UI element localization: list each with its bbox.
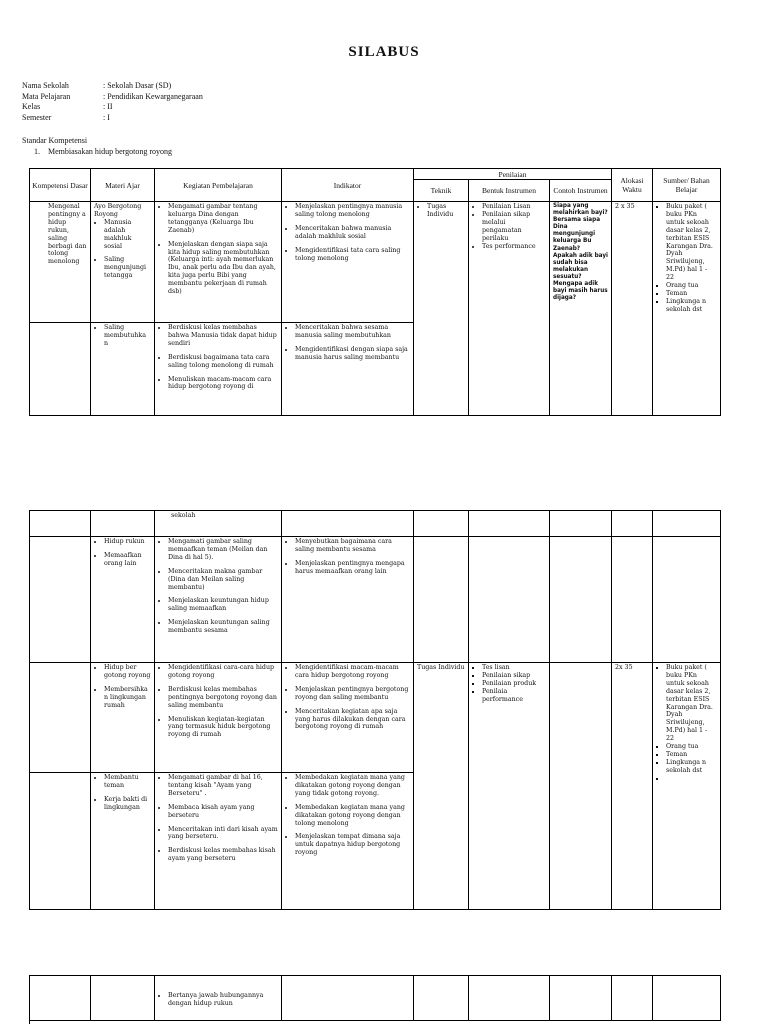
row1-contoh-question: Mengapa adik bayi masih harus dijaga? xyxy=(553,281,608,302)
row4-bentuk xyxy=(469,537,550,663)
row6-kegiatan-item: • Berdiskusi kelas membahas kisah ayam yang berseteru xyxy=(168,847,278,863)
row3-kegiatan: sekolah xyxy=(155,511,282,537)
row1-materi-ajar xyxy=(91,202,155,323)
header-alokasi-waktu: Alokasi Waktu xyxy=(612,169,653,202)
row1-indikator-item: • Menjelaskan pentingnya manusia saling tolong menolong xyxy=(295,203,410,219)
row5-sumber-item: ▪ Buku paket ( buku PKn untuk sekoah dasar kelas 2, terbitan ESIS Karangan Dra. Dyah Sriwilujeng, M.Pd) hal 1 - 22 xyxy=(666,664,717,743)
row1-sumber-item: ▪ Teman xyxy=(666,290,717,298)
row1-teknik xyxy=(414,202,469,416)
header-kegiatan: Kegiatan Pembelajaran xyxy=(155,169,282,202)
row5-kegiatan-item: • Menuliskan kegiatan-kegiatan yang termasuk hiduk bergotong royong di rumah xyxy=(168,716,278,740)
row1-sumber-item: ▪ Lingkunga n sekolah dst xyxy=(666,298,717,314)
row6-indikator-item: • Membedakan kegiatan mana yang dikatakan gotong royong dengan yang tidak gotong royong. xyxy=(295,774,410,798)
row6-indikator-item: • Menjelaskan tempat dimana saja untuk dapatnya hidup bergotong royong xyxy=(295,833,410,857)
standar-kompetensi-number: 1. xyxy=(34,147,40,156)
row1-kegiatan xyxy=(155,202,282,323)
row2-indikator-item: • Menceritakan bahwa sesama manusia saling membutuhkan xyxy=(295,324,410,340)
row7-kegiatan xyxy=(155,976,282,1021)
header-bentuk-instrumen: Bentuk Instrumen xyxy=(469,180,550,202)
row7-contoh xyxy=(550,976,612,1021)
row4-kegiatan-item: • Mengamati gambar saling memaafkan teman (Meilan dan Dina di hal 5). xyxy=(168,538,278,562)
row3-alokasi xyxy=(612,511,653,537)
row5-alokasi-waktu: 2x 35 xyxy=(612,663,653,910)
row7-kegiatan-item: • Bertanya jawab hubungannya dengan hidup rukun xyxy=(168,992,278,1008)
row5-sumber-item: ▪ Teman xyxy=(666,751,717,759)
header-teknik: Teknik xyxy=(414,180,469,202)
row1-teknik-item: • Tugas Individu xyxy=(427,203,465,219)
row5-bentuk-instrumen xyxy=(469,663,550,910)
row1-bentuk-instrumen xyxy=(469,202,550,416)
row1-indikator-item: • Mengidentifikasi tata cara saling tolong menolong xyxy=(295,247,410,263)
row2-kegiatan-item: • Berdiskusi bagaimana tata cara saling tolong menolong di rumah xyxy=(168,354,278,370)
row1-bentuk-item: • Tes performance xyxy=(482,243,546,251)
row5-kegiatan xyxy=(155,663,282,773)
row1-materi-item: • Saling mengunjungi tetangga xyxy=(104,256,151,280)
row2-indikator xyxy=(282,323,414,416)
row3-teknik xyxy=(414,511,469,537)
row2-kegiatan xyxy=(155,323,282,416)
row1-alokasi-waktu: 2 x 35 xyxy=(612,202,653,416)
header-penilaian: Penilaian xyxy=(414,169,612,180)
row6-indikator-item: • Membedakan kegiatan mana yang dikatakan gotong royong dengan tolong menolong xyxy=(295,804,410,828)
row6-kompetensi-dasar xyxy=(30,773,91,910)
info-label-subject: Mata Pelajaran xyxy=(22,91,71,101)
row4-kegiatan-item: • Menjelaskan keuntungan hidup saling memaafkan xyxy=(168,597,278,613)
row7-teknik xyxy=(414,976,469,1021)
row5-indikator xyxy=(282,663,414,773)
school-info-values xyxy=(103,81,323,123)
row1-contoh-question: Siapa yang melahirkan bayi? xyxy=(553,203,608,217)
row3-kompetensi-dasar xyxy=(30,511,91,537)
row6-kegiatan-item: • Membaca kisah ayam yang berseteru xyxy=(168,804,278,820)
header-contoh-instrumen: Contoh Instrumen xyxy=(550,180,612,202)
row1-sumber xyxy=(653,202,721,416)
row7-bentuk xyxy=(469,976,550,1021)
row2-kegiatan-item: • Berdiskusi kelas membahas bahwa Manusia tidak dapat hidup sendiri xyxy=(168,324,278,348)
row5-materi-item: • Membersihka n lingkungan rumah xyxy=(104,686,151,710)
row6-materi-item: • Kerja bakti di lingkungan xyxy=(104,796,151,812)
row6-kegiatan-item: • Menceritakan inti dari kisah ayam yang berseteru. xyxy=(168,826,278,842)
row5-indikator-item: • Menceritakan kegiatan apa saja yang harus dilakukan dengan cara bergotong royong di rumah xyxy=(295,708,410,732)
header-kompetensi-dasar: Kompetensi Dasar xyxy=(30,169,91,202)
row1-kegiatan-item: • Mengamati gambar tentang keluarga Dina dengan tetangganya (Keluarga Ibu Zaenab) xyxy=(168,203,278,235)
row2-indikator-item: • Mengidentifikasi dengan siapa saja manusia harus saling membantu xyxy=(295,346,410,362)
row1-materi-title: Ayo Bergotong Royong xyxy=(94,203,142,218)
row2-kegiatan-item: • Menuliskan macam-macam cara hidup bergotong royong di xyxy=(168,376,278,392)
row1-indikator-item: • Menceritakan bahwa manusia adalah makhluk sosial xyxy=(295,225,410,241)
row6-indikator xyxy=(282,773,414,910)
row5-sumber-item xyxy=(666,775,717,783)
standar-kompetensi-text: Membiasakan hidup bergotong royong xyxy=(48,147,173,156)
row2-materi-ajar xyxy=(91,323,155,416)
row4-teknik xyxy=(414,537,469,663)
row2-kompetensi-dasar xyxy=(30,323,91,416)
row5-teknik: Tugas Individu xyxy=(414,663,469,910)
info-value-class: : II xyxy=(103,102,113,111)
row5-bentuk-item: ▪ Penilaia performance xyxy=(482,688,546,704)
row4-indikator xyxy=(282,537,414,663)
row5-bentuk-item: ▪ Penilaian sikap xyxy=(482,672,546,680)
row1-kegiatan-item: • Menjelaskan dengan siapa saja kita hidup saling membutuhkan (Keluarga inti: ayah memerlukan Ibu, anak perlu ada Ibu dan ayah, kita juga perlu Bibi yang membantu pekerjaan di rumah dsb) xyxy=(168,241,278,296)
page-title: SILABUS xyxy=(348,44,420,60)
row3-contoh xyxy=(550,511,612,537)
row3-indikator xyxy=(282,511,414,537)
row5-kegiatan-item: • Mengidentifikasi cara-cara hidup gotong royong xyxy=(168,664,278,680)
info-label-class: Kelas xyxy=(22,102,41,111)
row7-kompetensi-dasar xyxy=(30,976,91,1021)
header-indikator: Indikator xyxy=(282,169,414,202)
info-label-school: Nama Sekolah xyxy=(22,81,69,90)
row5-sumber-item: ▪ Lingkunga n sekolah dst xyxy=(666,759,717,775)
row1-bentuk-item: • Penilaian sikap melalui pengamatan perilaku xyxy=(482,211,546,243)
row5-indikator-item: • Menjelaskan pentingnya bergotong royong dan saling membantu xyxy=(295,686,410,702)
row5-materi-ajar xyxy=(91,663,155,773)
info-value-semester: : I xyxy=(103,112,110,122)
info-value-school: : Sekolah Dasar (SD) xyxy=(103,81,172,90)
info-value-subject: : Pendidikan Kewarganegaraan xyxy=(103,91,203,101)
row1-contoh-instrumen xyxy=(550,202,612,416)
row4-contoh xyxy=(550,537,612,663)
info-label-semester: Semester xyxy=(22,112,52,122)
row5-materi-item: • Hidup ber gotong royong xyxy=(104,664,151,680)
row1-contoh-question: Apakah adik bayi sudah bisa melakukan sesuatu? xyxy=(553,252,608,280)
row5-kegiatan-item: • Berdiskusi kelas membahas pentingnya bergotong royong dan saling membantu xyxy=(168,686,278,710)
header-materi-ajar: Materi Ajar xyxy=(91,169,155,202)
row6-materi-ajar xyxy=(91,773,155,910)
row1-contoh-question: Bersama siapa Dina mengunjungi keluarga Bu Zaenab? xyxy=(553,217,601,252)
row4-materi-item: • Hidup rukun xyxy=(104,538,151,546)
row6-kegiatan-item: • Mengamati gambar di hal 16, tentang kisah "Ayam yang Berseteru" . xyxy=(168,774,278,798)
row1-materi-item: • Manusia adalah makhluk sosial xyxy=(104,219,151,251)
row4-kegiatan-item: • Menceritakan makna gambar (Dina dan Meilan saling membantu) xyxy=(168,568,278,592)
row3-sumber xyxy=(653,511,721,537)
row4-alokasi xyxy=(612,537,653,663)
row1-sumber-item: ▪ Buku paket ( buku PKn untuk sekoah dasar kelas 2, terbitan ESIS Karangan Dra. Dyah Sriwilujeng, M.Pd) hal 1 - 22 xyxy=(666,203,717,282)
standar-kompetensi-heading: Standar Kompetensi xyxy=(22,136,88,145)
row4-kegiatan-item: • Menjelaskan keuntungan saling membantu sesama xyxy=(168,619,278,635)
row5-kompetensi-dasar xyxy=(30,663,91,773)
row6-materi-item: • Membantu teman xyxy=(104,774,151,790)
row4-kegiatan xyxy=(155,537,282,663)
row5-indikator-item: • Mengidentifikasi macam-macam cara hidup bergotong royong xyxy=(295,664,410,680)
row4-indikator-item: • Menyebutkan bagaimana cara saling membantu sesama xyxy=(295,538,410,554)
school-info-labels xyxy=(22,81,112,123)
row4-indikator-item: • Menjelaskan pentingnya mengapa harus memaafkan orang lain xyxy=(295,560,410,576)
row5-bentuk-item: ▪ Tes lisan xyxy=(482,664,546,672)
row1-bentuk-item: • Penilaian Lisan xyxy=(482,203,546,211)
row3-bentuk xyxy=(469,511,550,537)
row4-kompetensi-dasar xyxy=(30,537,91,663)
row7-materi-ajar xyxy=(91,976,155,1021)
row5-sumber xyxy=(653,663,721,910)
row1-indikator xyxy=(282,202,414,323)
row4-materi-item: • Memaafkan orang lain xyxy=(104,552,151,568)
row5-sumber-item: ▪ Orang tua xyxy=(666,743,717,751)
header-sumber: Sumber/ Bahan Belajar xyxy=(653,169,721,202)
row4-materi-ajar xyxy=(91,537,155,663)
row3-materi-ajar xyxy=(91,511,155,537)
row1-sumber-item: ▪ Orang tua xyxy=(666,282,717,290)
row7-alokasi xyxy=(612,976,653,1021)
row5-bentuk-item: ▪ Penilaian produk xyxy=(482,680,546,688)
row4-sumber xyxy=(653,537,721,663)
row6-kegiatan xyxy=(155,773,282,910)
row5-contoh xyxy=(550,663,612,910)
row7-sumber xyxy=(653,976,721,1021)
row2-materi-item: • Saling membutuhka n xyxy=(104,324,151,348)
row1-kompetensi-dasar: Mengenal pentingny a hidup rukun, saling berbagi dan tolong menolong xyxy=(30,202,91,323)
row7-indikator xyxy=(282,976,414,1021)
